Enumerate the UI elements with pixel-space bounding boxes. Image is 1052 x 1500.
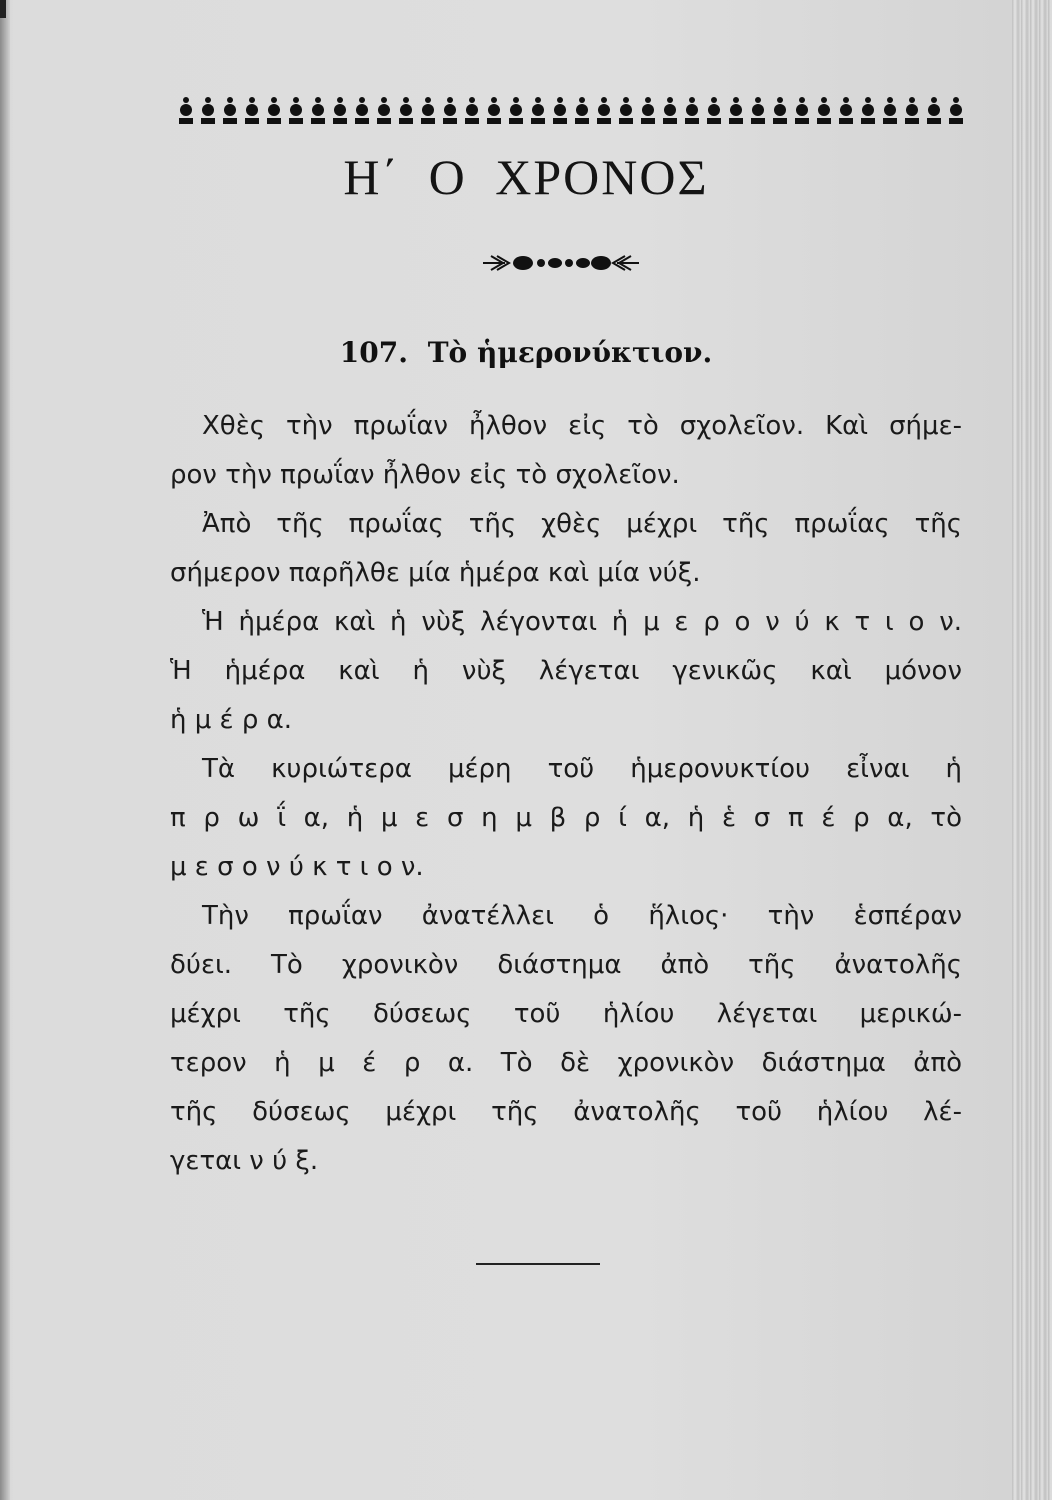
ornament-glyph — [465, 118, 479, 124]
ornament-glyph — [773, 118, 787, 124]
ornament-glyph — [334, 104, 346, 116]
chapter-title: Η΄ Ο ΧΡΟΝΟΣ — [343, 149, 709, 205]
ornament-glyph — [839, 118, 853, 124]
ornament-glyph — [399, 118, 413, 124]
lesson-number: 107. — [339, 336, 408, 369]
ornament-glyph — [620, 104, 632, 116]
ornament-glyph — [884, 104, 896, 116]
ornament-glyph — [246, 104, 258, 116]
end-rule — [476, 1263, 600, 1265]
ornament-glyph — [378, 104, 390, 116]
ornament-glyph — [201, 118, 215, 124]
ornament-glyph — [491, 97, 497, 103]
ornament-glyph — [685, 118, 699, 124]
ornament-glyph — [403, 97, 409, 103]
ornament-glyph — [777, 97, 783, 103]
ornament-glyph — [444, 104, 456, 116]
ornament-glyph — [267, 118, 281, 124]
text-line: τερον ἡ μ έ ρ α. Τὸ δὲ χρονικὸν διάστημα ἀπὸ — [170, 1048, 962, 1078]
lesson-title: Τὸ ἡμερονύκτιον. — [427, 336, 713, 369]
ornament-glyph — [513, 97, 519, 103]
ornament-glyph — [862, 104, 874, 116]
ornament-glyph — [575, 118, 589, 124]
ornament-glyph — [774, 104, 786, 116]
ornament-glyph — [290, 104, 302, 116]
ornament-glyph — [224, 104, 236, 116]
ornament-glyph — [205, 97, 211, 103]
ornament-glyph — [180, 104, 192, 116]
ornament-glyph — [729, 118, 743, 124]
ornament-glyph — [664, 104, 676, 116]
ornament-glyph — [466, 104, 478, 116]
ornament-glyph — [861, 118, 875, 124]
ornament-glyph — [931, 97, 937, 103]
ornament-glyph — [532, 104, 544, 116]
ornament-glyph — [707, 118, 721, 124]
ornament-glyph — [641, 118, 655, 124]
text-line: μέχρι τῆς δύσεως τοῦ ἡλίου λέγεται μερικώ- — [170, 999, 962, 1029]
ornament-glyph — [553, 118, 567, 124]
ornament-glyph — [487, 118, 501, 124]
ornament-glyph — [755, 97, 761, 103]
text-line: Τὴν πρωΐαν ἀνατέλλει ὁ ἥλιος· τὴν ἑσπέραν — [202, 901, 962, 931]
ornament-glyph — [268, 104, 280, 116]
ornament-glyph — [422, 104, 434, 116]
ornament-glyph — [443, 118, 457, 124]
ornament-glyph — [733, 97, 739, 103]
ornament-glyph — [623, 97, 629, 103]
ornament-glyph — [818, 104, 830, 116]
ornament-glyph — [337, 97, 343, 103]
text-line: Ἡ ἡμέρα καὶ ἡ νὺξ λέγεται γενικῶς καὶ μόνον — [170, 656, 962, 686]
ornament-glyph — [488, 104, 500, 116]
ornament-glyph — [355, 118, 369, 124]
page-right-edge — [1012, 0, 1052, 1500]
ornament-glyph — [381, 97, 387, 103]
text-line: ἡ μ έ ρ α. — [170, 705, 293, 735]
ornament-glyph — [689, 97, 695, 103]
ornament-glyph — [425, 97, 431, 103]
ornament-glyph — [311, 118, 325, 124]
ornament-glyph — [883, 118, 897, 124]
ornament-glyph — [949, 118, 963, 124]
ornament-glyph — [598, 104, 610, 116]
ornament-glyph — [183, 97, 189, 103]
text-line: Τὰ κυριώτερα μέρη τοῦ ἡμερονυκτίου εἶναι ἡ — [202, 754, 962, 784]
ornament-glyph — [293, 97, 299, 103]
ornament-glyph — [927, 118, 941, 124]
ornament-glyph — [554, 104, 566, 116]
ornament-glyph — [531, 118, 545, 124]
ornament-glyph — [865, 97, 871, 103]
ornament-glyph — [619, 118, 633, 124]
ornament-glyph — [730, 104, 742, 116]
text-line: π ρ ω ΐ α, ἡ μ ε σ η μ β ρ ί α, ἡ ἑ σ π έ ρ α, τὸ — [170, 803, 962, 833]
ornament-glyph — [642, 104, 654, 116]
ornament-glyph — [752, 104, 764, 116]
ornament-glyph — [223, 118, 237, 124]
ornament-glyph — [245, 118, 259, 124]
ornament-border-top — [175, 92, 967, 128]
text-line: Ἡ ἡμέρα καὶ ἡ νὺξ λέγονται ἡ μ ε ρ ο ν ύ κ τ ι ο ν. — [202, 607, 962, 637]
ornament-glyph — [469, 97, 475, 103]
ornament-glyph — [579, 97, 585, 103]
ornament-glyph — [906, 104, 918, 116]
text-line: Ἀπὸ τῆς πρωΐας τῆς χθὲς μέχρι τῆς πρωΐας τῆς — [202, 509, 962, 539]
ornament-glyph — [796, 104, 808, 116]
ornament-glyph — [663, 118, 677, 124]
text-line: τῆς δύσεως μέχρι τῆς ἀνατολῆς τοῦ ἡλίου λέ- — [170, 1097, 962, 1127]
ornament-glyph — [953, 97, 959, 103]
ornament-glyph — [312, 104, 324, 116]
ornament-glyph — [179, 118, 193, 124]
text-line: ρον τὴν πρωΐαν ἦλθον εἰς τὸ σχολεῖον. — [170, 460, 680, 490]
ornament-glyph — [400, 104, 412, 116]
ornament-glyph — [711, 97, 717, 103]
ornament-glyph — [821, 97, 827, 103]
ornament-glyph — [843, 97, 849, 103]
ornament-glyph — [377, 118, 391, 124]
lesson-heading — [0, 336, 1052, 369]
text-line: σήμερον παρῆλθε μία ἡμέρα καὶ μία νύξ. — [170, 558, 701, 588]
text-line: δύει. Τὸ χρονικὸν διάστημα ἀπὸ τῆς ἀνατολῆς — [170, 950, 962, 980]
ornament-glyph — [950, 104, 962, 116]
page-left-edge — [0, 0, 10, 1500]
text-line: γεται ν ύ ξ. — [170, 1146, 319, 1176]
ornament-glyph — [795, 118, 809, 124]
ornament-glyph — [928, 104, 940, 116]
ornament-glyph — [227, 97, 233, 103]
ornament-glyph — [601, 97, 607, 103]
ornament-glyph — [667, 97, 673, 103]
ornament-glyph — [421, 118, 435, 124]
ornament-glyph — [557, 97, 563, 103]
lesson-body — [170, 402, 962, 1186]
ornament-glyph — [909, 97, 915, 103]
ornament-glyph — [509, 118, 523, 124]
ornament-glyph — [510, 104, 522, 116]
ornament-glyph — [356, 104, 368, 116]
ornament-glyph — [597, 118, 611, 124]
ornament-divider — [483, 252, 639, 274]
text-line: Χθὲς τὴν πρωΐαν ἦλθον εἰς τὸ σχολεῖον. Καὶ σήμε- — [202, 411, 962, 441]
ornament-glyph — [817, 118, 831, 124]
ornament-glyph — [333, 118, 347, 124]
ornament-glyph — [645, 97, 651, 103]
ornament-glyph — [840, 104, 852, 116]
ornament-glyph — [708, 104, 720, 116]
ornament-glyph — [535, 97, 541, 103]
ornament-glyph — [289, 118, 303, 124]
ornament-glyph — [686, 104, 698, 116]
ornament-glyph — [315, 97, 321, 103]
ornament-glyph — [576, 104, 588, 116]
ornament-glyph — [751, 118, 765, 124]
text-line: μ ε σ ο ν ύ κ τ ι ο ν. — [170, 852, 424, 882]
ornament-glyph — [249, 97, 255, 103]
ornament-glyph — [359, 97, 365, 103]
corner-mark — [0, 0, 6, 18]
ornament-glyph — [799, 97, 805, 103]
ornament-glyph — [447, 97, 453, 103]
ornament-glyph — [202, 104, 214, 116]
ornament-glyph — [271, 97, 277, 103]
ornament-glyph — [887, 97, 893, 103]
ornament-glyph — [905, 118, 919, 124]
